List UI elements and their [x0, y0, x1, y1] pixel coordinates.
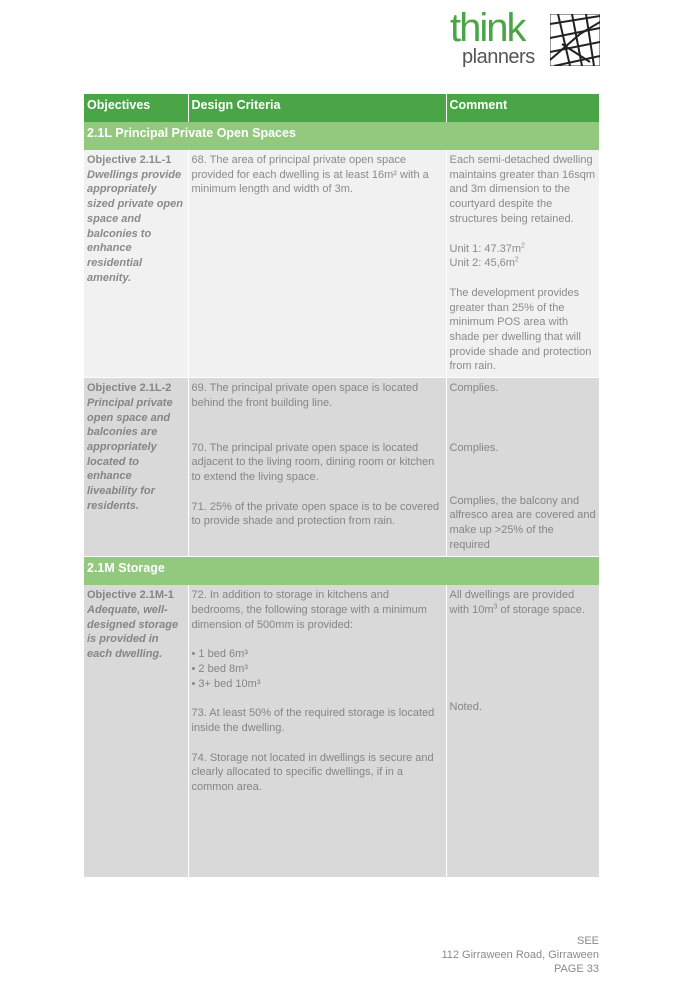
footer-line-see: SEE: [576, 935, 599, 947]
objective-description: Principal private open space and balconies are appropriately located to enhance liveability for residents.: [87, 396, 173, 512]
criteria-text: 72. In addition to storage in kitchens and bedrooms, the following storage with a minimum dimension of 500mm is provided:: [191, 589, 427, 631]
list-item: • 3+ bed 10m³: [191, 677, 261, 690]
think-planners-logo: [448, 6, 602, 72]
comment-text: The development provides greater than 25% of the minimum POS area with shade per dwelling that will provide shade and protection from rain.: [449, 286, 592, 373]
page-footer: [441, 934, 599, 976]
criteria-text: 70. The principal private open space is located adjacent to the living room, dining room or kitchen to extend the living space.: [191, 441, 435, 483]
criteria-cell: [188, 378, 446, 557]
logo-map-icon: [550, 14, 600, 66]
objective-cell: [84, 378, 188, 557]
criteria-cell: [188, 150, 446, 378]
comment-text: All dwellings are provided with $10m^3$ of storage space.: [449, 589, 585, 616]
objective-title: Objective 2.1M-1: [87, 589, 174, 602]
header-comment: Comment: [446, 94, 599, 122]
comment-text: Each semi-detached dwelling maintains greater than 16sqm and 3m dimension to the courtyard despite the structures being retained.: [449, 154, 596, 225]
section-title: 2.1L Principal Private Open Spaces: [84, 122, 599, 150]
comment-unit2: Unit 2: $45,6m^2$: [449, 256, 519, 270]
design-criteria-table: [84, 94, 599, 878]
table-row: [84, 378, 599, 557]
comment-text: Complies, the balcony and alfresco area are covered and make up >25% of the required: [449, 494, 596, 551]
objective-description: Dwellings provide appropriately sized private open space and balconies to enhance residential amenity.: [87, 168, 183, 284]
comment-text: Complies.: [449, 382, 499, 395]
criteria-text: 71. 25% of the private open space is to be covered to provide shade and protection from rain.: [191, 500, 440, 528]
header-objectives: Objectives: [84, 94, 188, 122]
criteria-text: 69. The principal private open space is located behind the front building line.: [191, 382, 419, 409]
criteria-text: 68. The area of principal private open space provided for each dwelling is at least 16m² with a minimum length and width of 3m.: [191, 154, 429, 196]
comment-text: Noted.: [449, 700, 482, 713]
table-row: [84, 150, 599, 378]
objective-title: Objective 2.1L-2: [87, 382, 172, 395]
list-item: • 2 bed 8m³: [191, 662, 248, 675]
comment-unit1: Unit 1: $47.37m^2$: [449, 241, 525, 255]
footer-address: 112 Girraween Road, Girraween: [441, 949, 599, 961]
criteria-text: 73. At least 50% of the required storage is located inside the dwelling.: [191, 707, 435, 735]
header-design-criteria: Design Criteria: [188, 94, 446, 122]
comment-cell: [446, 585, 599, 878]
comment-text: Complies.: [449, 441, 499, 454]
objective-description: Adequate, well-designed storage is provided in each dwelling.: [87, 603, 179, 660]
section-row-storage: [84, 557, 599, 586]
objective-cell: [84, 585, 188, 878]
criteria-text: 74. Storage not located in dwellings is secure and clearly allocated to specific dwellings, if in a common area.: [191, 751, 434, 794]
logo-word-planners: planners: [462, 46, 535, 68]
logo-word-think: think: [450, 6, 525, 50]
section-row-pos: [84, 122, 599, 150]
table-row: [84, 585, 599, 878]
objective-cell: [84, 150, 188, 378]
objective-title: Objective 2.1L-1: [87, 154, 172, 166]
comment-cell: [446, 150, 599, 378]
criteria-cell: [188, 585, 446, 878]
list-item: • 1 bed 6m³: [191, 648, 248, 661]
page-number: PAGE 33: [553, 963, 599, 975]
comment-cell: [446, 378, 599, 557]
table-header-row: [84, 94, 599, 122]
section-title: 2.1M Storage: [84, 557, 599, 586]
